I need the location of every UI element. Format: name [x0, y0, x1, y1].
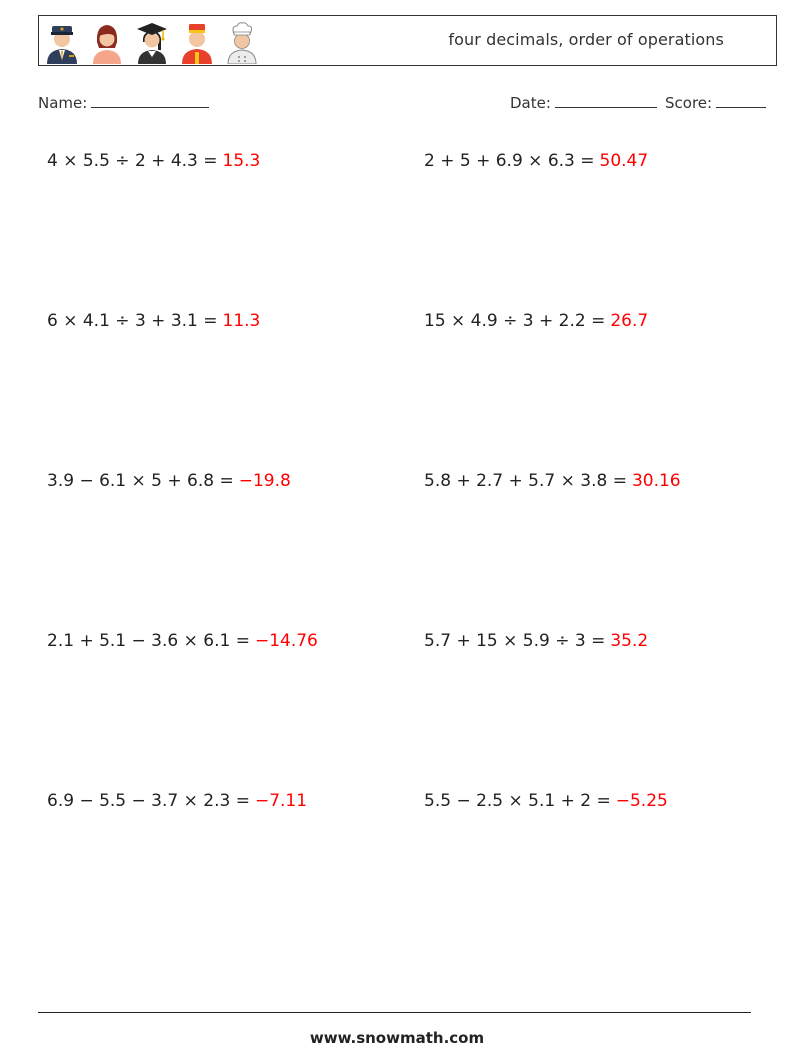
problem-answer: 35.2	[610, 631, 649, 651]
problem-answer: −19.8	[238, 471, 291, 491]
problem-2	[424, 151, 648, 171]
problem-answer: 30.16	[631, 471, 681, 491]
footer-website[interactable]: www.snowmath.com	[309, 1029, 485, 1047]
worksheet-title: four decimals, order of operations	[448, 30, 724, 49]
problem-answer: 50.47	[599, 151, 649, 171]
problem-1	[47, 151, 260, 171]
problem-3	[47, 311, 260, 331]
problem-answer: −7.11	[254, 791, 308, 811]
date-field	[510, 93, 657, 112]
problem-expression: 4 × 5.5 ÷ 2 + 4.3 =	[47, 151, 218, 171]
problem-answer: −14.76	[254, 631, 318, 651]
problem-7	[47, 631, 318, 651]
problem-answer: −5.25	[615, 791, 668, 811]
date-blank[interactable]	[555, 93, 657, 108]
problem-5	[47, 471, 291, 491]
problem-expression: 2.1 + 5.1 − 3.6 × 6.1 =	[47, 631, 250, 651]
problem-expression: 5.5 − 2.5 × 5.1 + 2 =	[424, 791, 611, 811]
score-blank[interactable]	[716, 93, 766, 108]
problem-expression: 6.9 − 5.5 − 3.7 × 2.3 =	[47, 791, 250, 811]
avatar-row	[43, 20, 261, 64]
problem-4	[424, 311, 648, 331]
problem-9	[47, 791, 307, 811]
problem-answer: 11.3	[222, 311, 261, 331]
woman-icon	[88, 20, 126, 64]
problem-6	[424, 471, 681, 491]
graduate-icon	[133, 20, 171, 64]
name-field	[38, 93, 209, 112]
chef-icon	[223, 20, 261, 64]
problem-expression: 5.7 + 15 × 5.9 ÷ 3 =	[424, 631, 606, 651]
police-officer-icon	[43, 20, 81, 64]
problem-expression: 5.8 + 2.7 + 5.7 × 3.8 =	[424, 471, 627, 491]
problem-expression: 2 + 5 + 6.9 × 6.3 =	[424, 151, 595, 171]
score-label: Score:	[665, 94, 713, 112]
problem-answer: 15.3	[222, 151, 261, 171]
problem-expression: 3.9 − 6.1 × 5 + 6.8 =	[47, 471, 234, 491]
date-label: Date:	[510, 94, 551, 112]
footer-divider	[38, 1012, 751, 1013]
problem-answer: 26.7	[610, 311, 649, 331]
problem-8	[424, 631, 648, 651]
worksheet-header	[38, 15, 777, 66]
name-blank[interactable]	[91, 93, 209, 108]
problem-10	[424, 791, 668, 811]
bellhop-icon	[178, 20, 216, 64]
problem-expression: 15 × 4.9 ÷ 3 + 2.2 =	[424, 311, 606, 331]
name-label: Name:	[38, 94, 88, 112]
score-field	[665, 93, 766, 112]
problem-expression: 6 × 4.1 ÷ 3 + 3.1 =	[47, 311, 218, 331]
